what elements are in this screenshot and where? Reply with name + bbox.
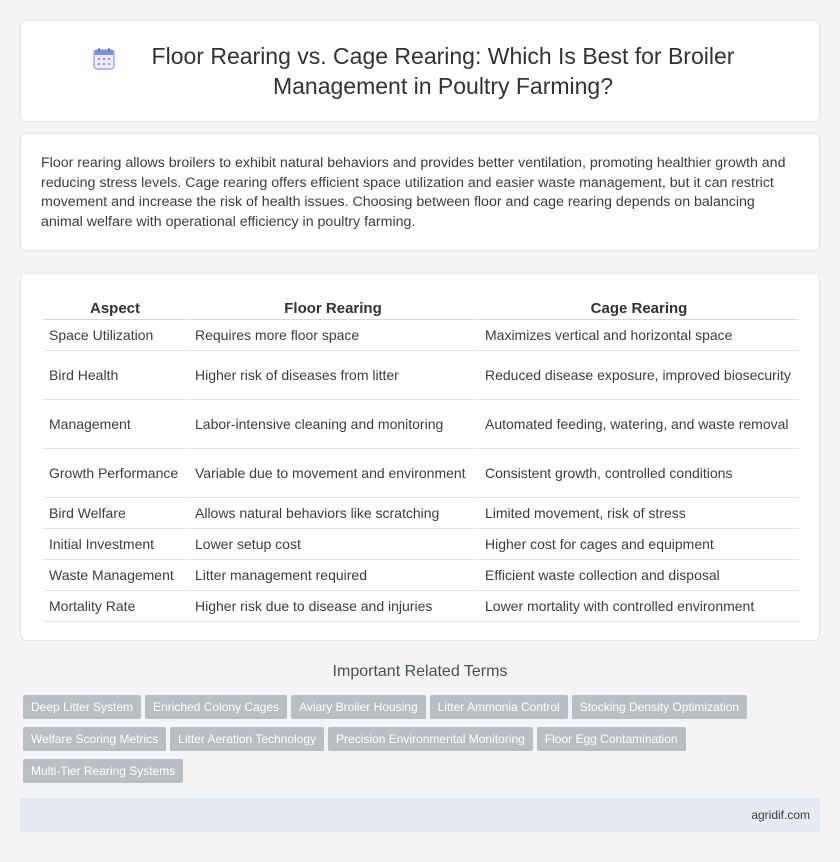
intro-paragraph: Floor rearing allows broilers to exhibit natural behaviors and provides better ventilation, promoting healthier growth and reducing stress levels. Cage rearing offers efficient space utilization and easier waste management, but it can restrict movement and increase the risk of health issues. Choosing between floor and cage rearing depends on balancing animal welfare with operational efficiency in poultry farming. — [41, 155, 786, 230]
table-cell-aspect: Space Utilization — [43, 320, 187, 351]
header-cage-rearing: Cage Rearing — [477, 294, 799, 320]
table-cell-aspect: Bird Health — [43, 351, 187, 400]
table-row — [43, 560, 799, 591]
table-cell-aspect: Growth Performance — [43, 449, 187, 498]
related-term-tag[interactable]: Enriched Colony Cages — [145, 695, 287, 719]
table-cell-aspect: Management — [43, 400, 187, 449]
table-row — [43, 351, 799, 400]
title-card — [20, 20, 820, 122]
table-cell-floor: Higher risk of diseases from litter — [187, 351, 477, 400]
table-header-row — [43, 294, 799, 320]
table-cell-aspect: Initial Investment — [43, 529, 187, 560]
title-wrap — [92, 41, 748, 101]
table-cell-floor: Requires more floor space — [187, 320, 477, 351]
related-term-tag[interactable]: Floor Egg Contamination — [537, 727, 686, 751]
table-row — [43, 498, 799, 529]
comparison-card — [20, 273, 820, 641]
table-row — [43, 449, 799, 498]
table-cell-cage: Higher cost for cages and equipment — [477, 529, 799, 560]
calendar-icon — [92, 47, 116, 71]
related-term-tag[interactable]: Deep Litter System — [23, 695, 141, 719]
related-term-tag[interactable]: Welfare Scoring Metrics — [23, 727, 166, 751]
footer-site-link[interactable]: agridif.com — [751, 808, 810, 822]
table-row — [43, 400, 799, 449]
table-cell-floor: Allows natural behaviors like scratching — [187, 498, 477, 529]
table-row — [43, 320, 799, 351]
related-term-tag[interactable]: Precision Environmental Monitoring — [328, 727, 533, 751]
table-cell-cage: Reduced disease exposure, improved biosecurity — [477, 351, 799, 400]
table-cell-cage: Efficient waste collection and disposal — [477, 560, 799, 591]
related-terms-title: Important Related Terms — [332, 663, 508, 680]
comparison-table — [43, 294, 799, 622]
intro-card — [20, 133, 820, 251]
page-title: Floor Rearing vs. Cage Rearing: Which Is Best for Broiler Management in Poultry Farming? — [151, 43, 735, 99]
related-term-tag[interactable]: Litter Aeration Technology — [170, 727, 324, 751]
table-row — [43, 591, 799, 622]
related-term-tag[interactable]: Litter Ammonia Control — [430, 695, 568, 719]
related-term-tag[interactable]: Multi-Tier Rearing Systems — [23, 759, 183, 783]
table-cell-cage: Automated feeding, watering, and waste removal — [477, 400, 799, 449]
header-floor-rearing: Floor Rearing — [187, 294, 477, 320]
table-cell-aspect: Mortality Rate — [43, 591, 187, 622]
header-aspect: Aspect — [43, 294, 187, 320]
table-cell-floor: Lower setup cost — [187, 529, 477, 560]
table-cell-floor: Labor-intensive cleaning and monitoring — [187, 400, 477, 449]
table-cell-cage: Consistent growth, controlled conditions — [477, 449, 799, 498]
table-cell-aspect: Waste Management — [43, 560, 187, 591]
related-term-tag[interactable]: Stocking Density Optimization — [572, 695, 747, 719]
table-cell-floor: Variable due to movement and environment — [187, 449, 477, 498]
related-term-tag[interactable]: Aviary Broiler Housing — [291, 695, 426, 719]
table-cell-aspect: Bird Welfare — [43, 498, 187, 529]
table-cell-floor: Higher risk due to disease and injuries — [187, 591, 477, 622]
table-cell-cage: Lower mortality with controlled environment — [477, 591, 799, 622]
table-cell-cage: Maximizes vertical and horizontal space — [477, 320, 799, 351]
table-cell-cage: Limited movement, risk of stress — [477, 498, 799, 529]
table-cell-floor: Litter management required — [187, 560, 477, 591]
footer — [20, 798, 820, 832]
related-terms-list — [23, 695, 823, 791]
table-row — [43, 529, 799, 560]
